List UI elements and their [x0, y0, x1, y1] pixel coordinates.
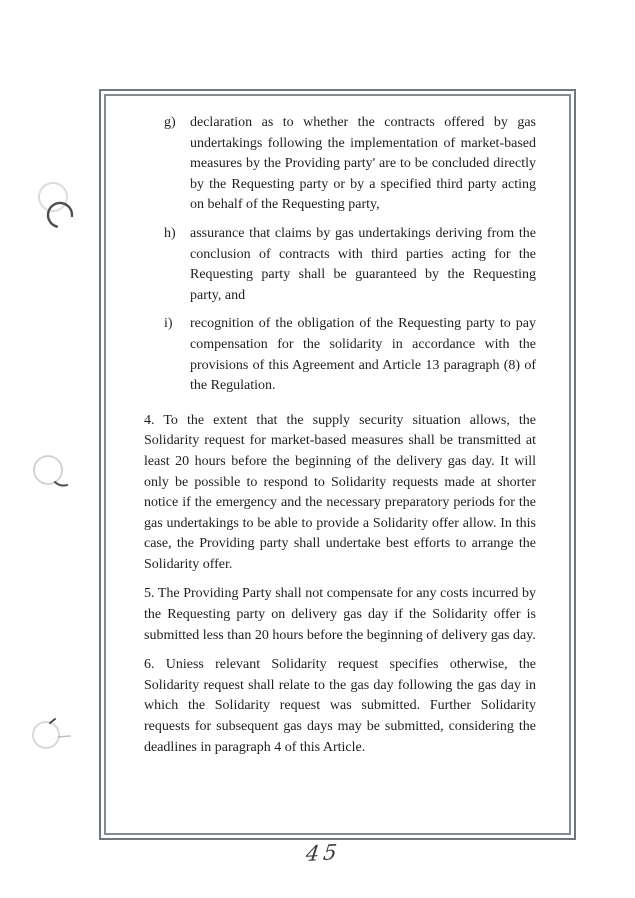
lettered-list: [144, 113, 536, 397]
list-text-h: assurance that claims by gas undertakings deriving from the conclusion of contracts with third parties acting for the Requesting party shall be guaranteed by the Requesting party, and: [190, 225, 536, 303]
paragraph-6: 6. Uniess relevant Solidarity request specifies otherwise, the Solidarity request shall relate to the gas day following the gas day in which the Solidarity request was submitted. Further Solidarity requests for subsequent gas days may be submitted, considering the deadlines in paragraph 4 of this Article.: [144, 657, 536, 755]
page-number-handwritten: 45: [304, 839, 343, 867]
list-marker-h: h): [164, 225, 176, 241]
hole-punch-mark-middle: [34, 456, 67, 486]
hole-punch-mark-top: [39, 183, 75, 230]
list-item-h: [164, 224, 536, 306]
document-body: [106, 96, 569, 758]
paragraph-5: 5. The Providing Party shall not compensate for any costs incurred by the Requesting party on delivery gas day if the Solidarity offer is submitted less than 20 hours before the beginning of delivery gas day.: [144, 586, 536, 643]
list-item-g: [164, 113, 536, 216]
list-marker-i: i): [164, 316, 173, 332]
page-border-frame: [99, 89, 576, 840]
list-text-i: recognition of the obligation of the Requesting party to pay compensation for the solidarity in accordance with the provisions of this Agreement and Article 13 paragraph (8) of the Regulation.: [190, 316, 536, 394]
list-text-g: declaration as to whether the contracts offered by gas undertakings following the implementation of market-based measures by the Providing party' are to be concluded directly by the Requesting party or by a specified third party acting on behalf of the Requesting party,: [190, 115, 536, 213]
paragraph-4: 4. To the extent that the supply security situation allows, the Solidarity request for market-based measures shall be transmitted at least 20 hours before the beginning of the delivery gas day. It will only be possible to respond to Solidarity requests made at shorter notice if the emergency and the necessary preparatory periods for the gas undertakings to be able to provide a Solidarity offer allow. In this case, the Providing party shall undertake best efforts to arrange the Solidarity offer.: [144, 412, 536, 572]
hole-punch-mark-bottom: [33, 719, 70, 748]
page-border-frame-inner: [104, 94, 571, 835]
list-item-i: [164, 314, 536, 396]
list-marker-g: g): [164, 115, 176, 130]
